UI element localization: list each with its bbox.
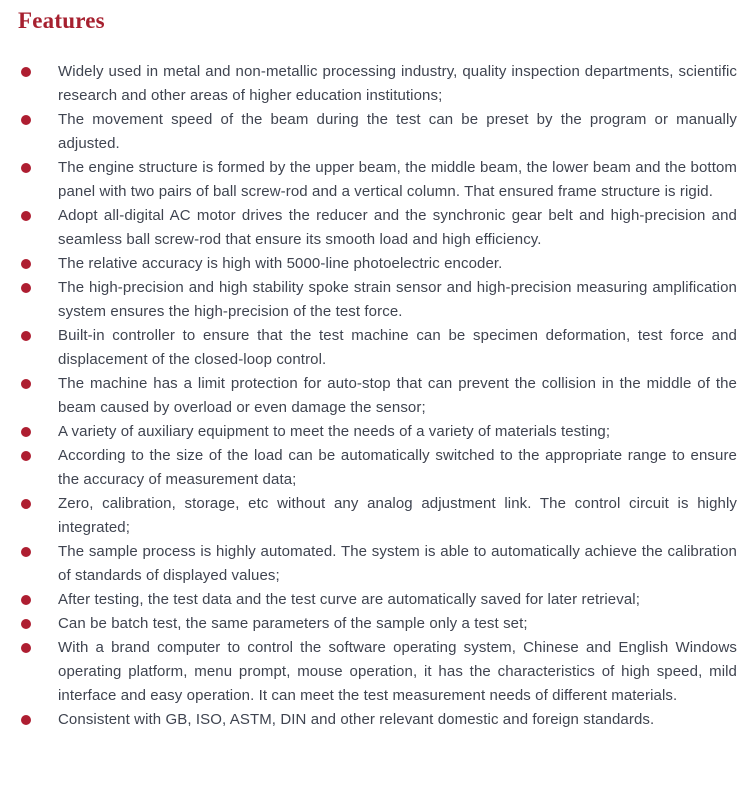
- bullet-icon: [21, 67, 31, 77]
- list-item: [0, 252, 737, 276]
- feature-text: Consistent with GB, ISO, ASTM, DIN and other relevant domestic and foreign standards.: [58, 711, 655, 728]
- list-item: [0, 492, 737, 540]
- feature-text: The high-precision and high stability spoke strain sensor and high-precision measuring amplification system ensures the high-precision of the test force.: [58, 279, 737, 320]
- list-item: [0, 372, 737, 420]
- list-item: [0, 540, 737, 588]
- section-title: Features: [18, 8, 105, 33]
- list-item: [0, 60, 737, 108]
- bullet-icon: [21, 451, 31, 461]
- feature-text: After testing, the test data and the test curve are automatically saved for later retrieval;: [58, 591, 640, 608]
- list-item: [0, 588, 737, 612]
- bullet-icon: [21, 211, 31, 221]
- feature-list: [0, 60, 750, 732]
- list-item: [0, 108, 737, 156]
- feature-text: A variety of auxiliary equipment to meet the needs of a variety of materials testing;: [58, 423, 611, 440]
- bullet-icon: [21, 331, 31, 341]
- list-item: [0, 156, 737, 204]
- feature-text: Widely used in metal and non-metallic processing industry, quality inspection departments, scientific research and other areas of higher education institutions;: [58, 63, 737, 104]
- feature-text: The movement speed of the beam during the test can be preset by the program or manually adjusted.: [58, 111, 737, 152]
- bullet-icon: [21, 547, 31, 557]
- feature-text: Adopt all-digital AC motor drives the reducer and the synchronic gear belt and high-precision and seamless ball screw-rod that ensure its smooth load and high efficiency.: [58, 207, 737, 248]
- bullet-icon: [21, 163, 31, 173]
- bullet-icon: [21, 283, 31, 293]
- bullet-icon: [21, 715, 31, 725]
- feature-text: Can be batch test, the same parameters of the sample only a test set;: [58, 615, 528, 632]
- list-item: [0, 276, 737, 324]
- bullet-icon: [21, 379, 31, 389]
- list-item: [0, 612, 737, 636]
- bullet-icon: [21, 619, 31, 629]
- bullet-icon: [21, 427, 31, 437]
- bullet-icon: [21, 643, 31, 653]
- list-item: [0, 708, 737, 732]
- bullet-icon: [21, 259, 31, 269]
- feature-text: Zero, calibration, storage, etc without any analog adjustment link. The control circuit is highly integrated;: [58, 495, 737, 536]
- feature-text: The engine structure is formed by the upper beam, the middle beam, the lower beam and the bottom panel with two pairs of ball screw-rod and a vertical column. That ensured frame structure is rigid.: [58, 159, 737, 200]
- list-item: [0, 420, 737, 444]
- feature-text: Built-in controller to ensure that the test machine can be specimen deformation, test force and displacement of the closed-loop control.: [58, 327, 737, 368]
- bullet-icon: [21, 115, 31, 125]
- list-item: [0, 324, 737, 372]
- bullet-icon: [21, 595, 31, 605]
- bullet-icon: [21, 499, 31, 509]
- list-item: [0, 204, 737, 252]
- feature-text: The machine has a limit protection for auto-stop that can prevent the collision in the middle of the beam caused by overload or even damage the sensor;: [58, 375, 737, 416]
- feature-text: With a brand computer to control the software operating system, Chinese and English Windows operating platform, menu prompt, mouse operation, it has the characteristics of high speed, mild interface and easy operation. It can meet the test measurement needs of different materials.: [58, 639, 737, 704]
- feature-text: According to the size of the load can be automatically switched to the appropriate range to ensure the accuracy of measurement data;: [58, 447, 737, 488]
- feature-text: The sample process is highly automated. The system is able to automatically achieve the calibration of standards of displayed values;: [58, 543, 737, 584]
- list-item: [0, 444, 737, 492]
- list-item: [0, 636, 737, 708]
- feature-text: The relative accuracy is high with 5000-line photoelectric encoder.: [58, 255, 503, 272]
